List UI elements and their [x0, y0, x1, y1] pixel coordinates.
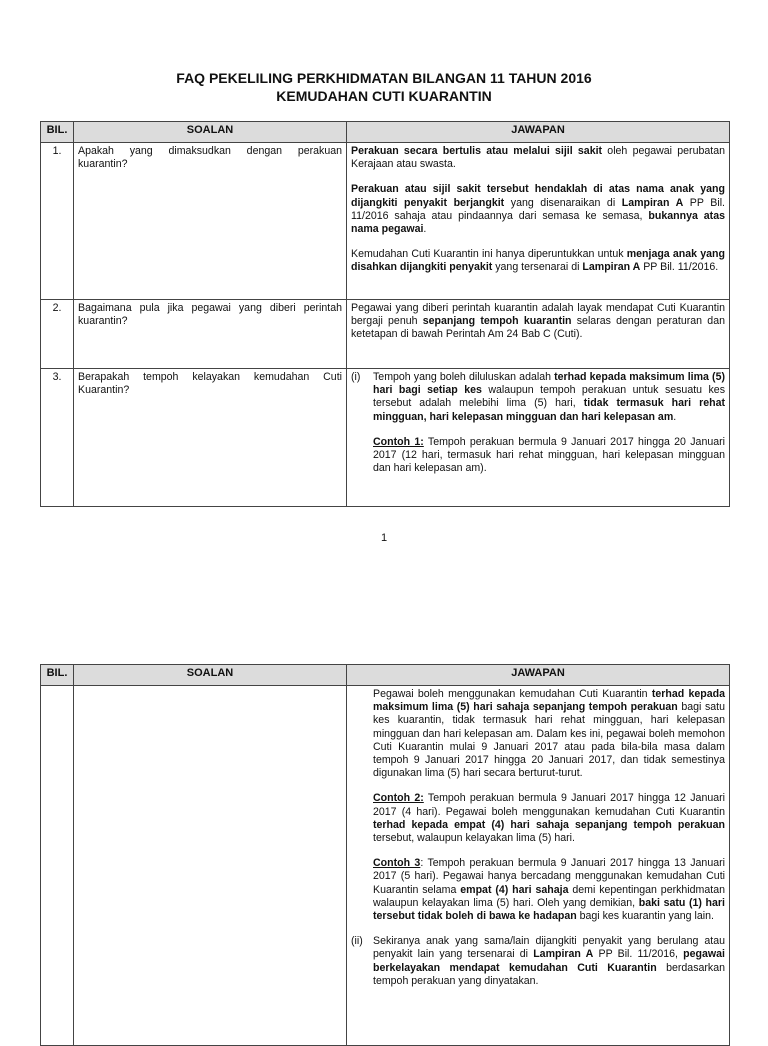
answer-paragraph: Pegawai yang diberi perintah kuarantin adalah layak mendapat Cuti Kuarantin bergaji penuh sepanjang tempoh kuarantin selaras dengan peraturan dan ketetapan di bawah Perintah Am 24 Bab C (Cuti). [351, 302, 725, 341]
answer-paragraph: Contoh 1: Tempoh perakuan bermula 9 Januari 2017 hingga 20 Januari 2017 (12 hari, termasuk hari rehat mingguan, hari kelepasan mingguan dan hari kelepasan am). [373, 435, 725, 475]
header-soalan: SOALAN [74, 665, 347, 686]
answer-paragraph: Pegawai boleh menggunakan kemudahan Cuti Kuarantin terhad kepada maksimum lima (5) hari sahaja sepanjang tempoh perakuan bagi satu kes kuarantin, tidak termasuk hari rehat mingguan, hari kelepasan mingguan dan hari kelepasan am. Dalam kes ini, pegawai boleh memohon Cuti Kuarantin mulai 9 Januari 2017 atau pada bila-bila masa dalam tempoh 9 Januari 2017 hingga 20 Januari 2017, dan tidak semestinya digunakan lima (5) hari secara berturut-turut. [373, 688, 725, 780]
row-number: 3. [41, 369, 74, 507]
table-row [41, 369, 730, 507]
answer-item [351, 371, 725, 487]
question-text: Bagaimana pula jika pegawai yang diberi perintah kuarantin? [74, 300, 347, 369]
table-header-row [41, 122, 730, 143]
header-jawapan: JAWAPAN [347, 665, 730, 686]
document-title: FAQ PEKELILING PERKHIDMATAN BILANGAN 11 TAHUN 2016 [176, 70, 592, 86]
answer-paragraph: Perakuan atau sijil sakit tersebut hendaklah di atas nama anak yang dijangkiti penyakit berjangkit yang disenaraikan di Lampiran A PP Bil. 11/2016 sahaja atau pindaannya dari semasa ke semasa, bukannya atas nama pegawai. [351, 183, 726, 236]
answer-paragraph: Tempoh yang boleh diluluskan adalah terhad kepada maksimum lima (5) hari bagi setiap kes walaupun tempoh perakuan untuk sesuatu kes tersebut adalah melebihi lima (5) hari, tidak termasuk hari rehat mingguan, hari kelepasan mingguan dan hari kelepasan am. [373, 371, 726, 423]
header-soalan: SOALAN [74, 122, 347, 143]
question-empty [74, 686, 347, 1046]
question-text: Apakah yang dimaksudkan dengan perakuan kuarantin? [74, 143, 347, 300]
table-row [41, 143, 730, 300]
header-bil: BIL. [41, 665, 74, 686]
answer-cell [347, 143, 730, 300]
table-header-row [41, 665, 730, 686]
answer-paragraph: Contoh 2: Tempoh perakuan bermula 9 Januari 2017 hingga 12 Januari 2017 (4 hari). Pegawai boleh menggunakan kemudahan Cuti Kuarantin terhad kepada empat (4) hari sahaja sepanjang tempoh perakuan tersebut, walaupun kelayakan lima (5) hari. [373, 792, 725, 845]
table-row [41, 686, 730, 1046]
header-bil: BIL. [41, 122, 74, 143]
row-number: 2. [41, 300, 74, 369]
answer-cell [347, 686, 730, 1046]
answer-paragraph: Contoh 3: Tempoh perakuan bermula 9 Januari 2017 hingga 13 Januari 2017 (5 hari). Pegawai hanya bercadang menggunakan kemudahan Cuti Kuarantin selama empat (4) hari sahaja demi kepentingan perkhidmatan walaupun kelayakan lima (5) hari. Oleh yang demikian, baki satu (1) hari tersebut tidak boleh di bawa ke hadapan bagi kes kuarantin yang lain. [373, 857, 725, 923]
page-number: 1 [380, 532, 388, 544]
answer-cell [347, 369, 730, 507]
row-number-empty [41, 686, 74, 1046]
faq-table-page-2 [40, 664, 730, 1046]
row-number: 1. [41, 143, 74, 300]
answer-paragraph: Sekiranya anak yang sama/lain dijangkiti penyakit yang berulang atau penyakit lain yang tersenarai di Lampiran A PP Bil. 11/2016, pegawai berkelayakan mendapat kemudahan Cuti Kuarantin berdasarkan tempoh perakuan yang dinyatakan. [373, 935, 725, 987]
answer-item [351, 935, 725, 1000]
item-numeral: (ii) [351, 935, 363, 948]
document-subtitle: KEMUDAHAN CUTI KUARANTIN [276, 88, 492, 104]
answer-paragraph: Perakuan secara bertulis atau melalui sijil sakit oleh pegawai perubatan Kerajaan atau swasta. [351, 145, 725, 171]
table-row [41, 300, 730, 369]
faq-table-page-1 [40, 121, 730, 507]
header-jawapan: JAWAPAN [347, 122, 730, 143]
answer-cell [347, 300, 730, 369]
item-numeral: (i) [351, 371, 361, 383]
answer-paragraph: Kemudahan Cuti Kuarantin ini hanya diperuntukkan untuk menjaga anak yang disahkan dijangkiti penyakit yang tersenarai di Lampiran A PP Bil. 11/2016. [351, 248, 725, 274]
question-text: Berapakah tempoh kelayakan kemudahan Cuti Kuarantin? [74, 369, 347, 507]
